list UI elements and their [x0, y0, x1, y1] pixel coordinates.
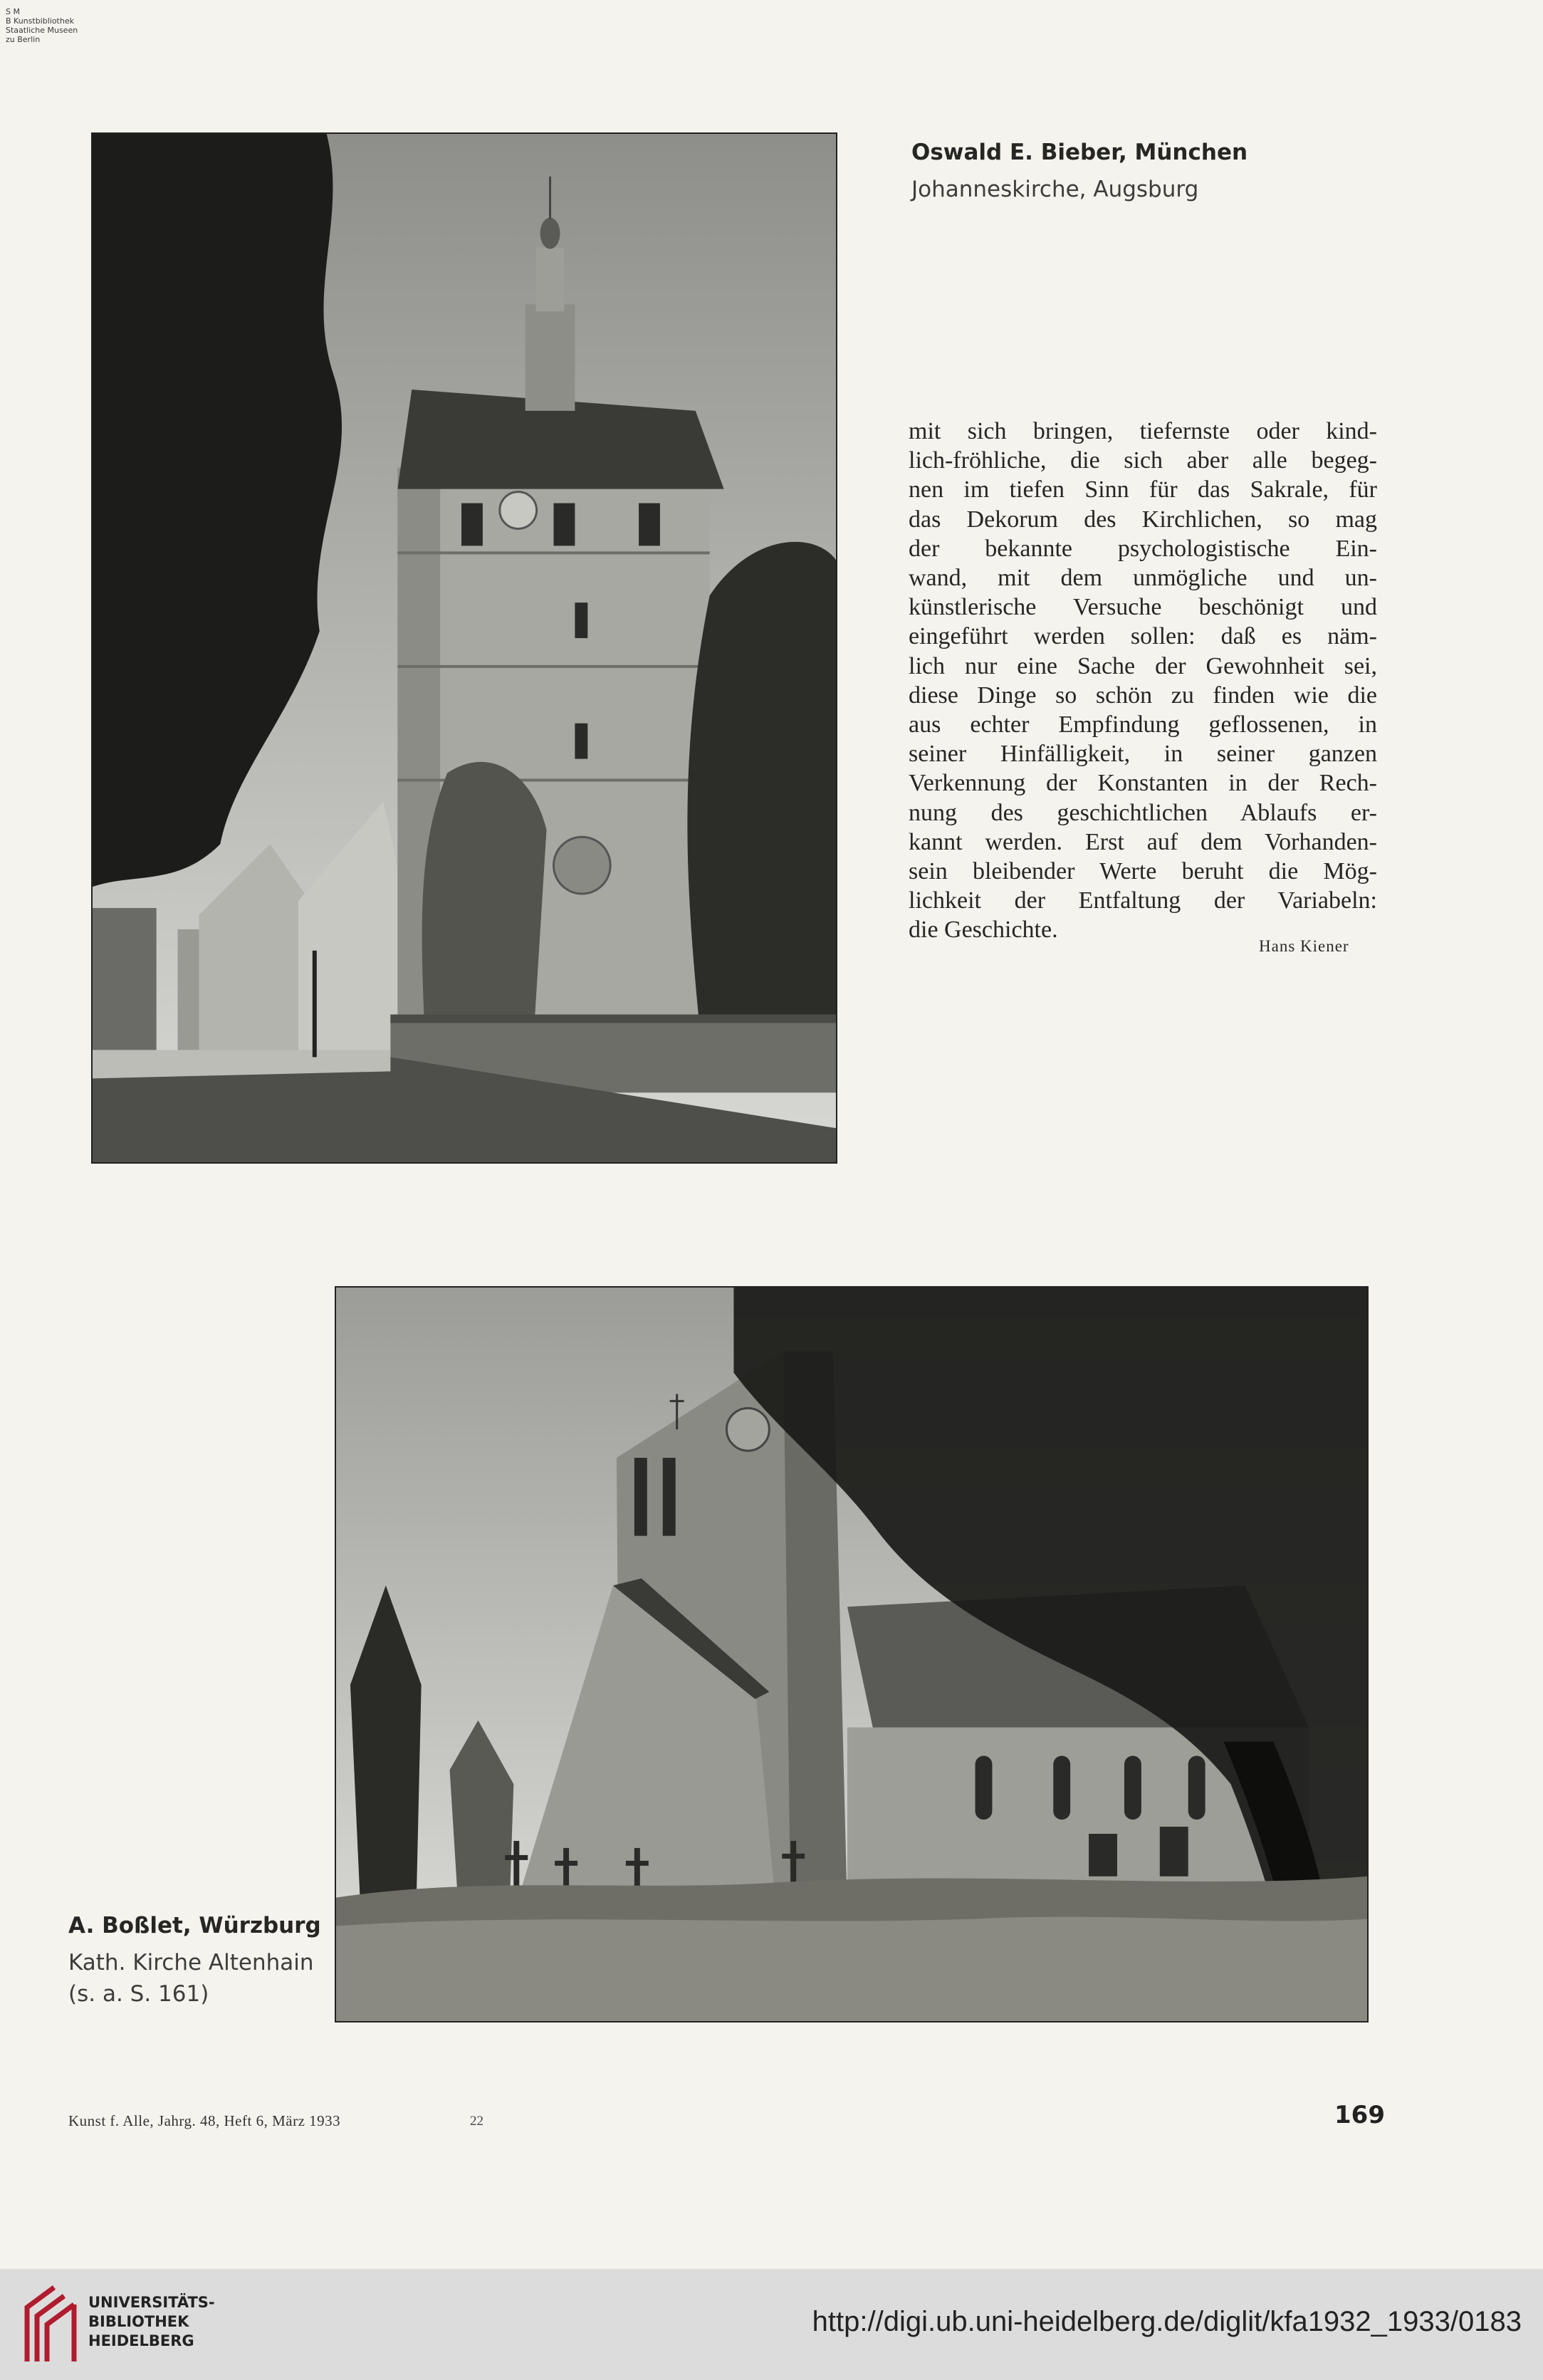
library-name-line: UNIVERSITÄTS- [88, 2294, 215, 2311]
stamp-line: S M [6, 7, 20, 16]
library-name-line: BIBLIOTHEK [88, 2313, 189, 2330]
figure2-reference: (s. a. S. 161) [68, 1981, 209, 2007]
text-line: mit sich bringen, tiefernste oder kind- [909, 418, 1377, 444]
text-line: nen im tiefen Sinn für das Sakrale, für [909, 476, 1377, 503]
text-line: lich-fröhliche, die sich aber alle begeg- [909, 447, 1377, 474]
library-stamp [6, 7, 91, 44]
journal-reference: Kunst f. Alle, Jahrg. 48, Heft 6, März 1933 [68, 2112, 341, 2129]
library-footer-bar [0, 2269, 1543, 2380]
text-line: der bekannte psychologistische Ein- [909, 535, 1377, 562]
figure2-subject [68, 1947, 314, 2010]
stamp-line: Staatliche Museen [6, 26, 78, 35]
library-name-line: HEIDELBERG [88, 2332, 194, 2349]
church-tower-image [93, 134, 836, 1162]
article-author: Hans Kiener [1259, 937, 1349, 955]
figure1-architect: Oswald E. Bieber, München [911, 140, 1248, 165]
stamp-line: B Kunstbibliothek [6, 16, 74, 26]
text-line: kannt werden. Erst auf dem Vorhanden- [909, 828, 1377, 855]
text-line: lichkeit der Entfaltung der Variabeln: [909, 887, 1377, 914]
heidelberg-library-logo-icon [19, 2283, 78, 2366]
stamp-line: zu Berlin [6, 35, 41, 44]
text-line: künstlerische Versuche beschönigt und [909, 594, 1377, 621]
text-line: eingeführt werden sollen: daß es näm- [909, 623, 1377, 650]
text-line: lich nur eine Sache der Gewohnheit sei, [909, 652, 1377, 679]
text-line: das Dekorum des Kirchlichen, so mag [909, 506, 1377, 533]
village-church-image [336, 1288, 1367, 2021]
sheet-number: 22 [470, 2114, 483, 2129]
figure2-architect: A. Boßlet, Würzburg [68, 1913, 321, 1938]
article-text [909, 417, 1377, 945]
text-line: wand, mit dem unmögliche und un- [909, 565, 1377, 592]
page-number: 169 [1334, 2101, 1385, 2129]
library-name [88, 2293, 215, 2351]
text-line: die Geschichte. [909, 917, 1058, 944]
figure2-subject-line: Kath. Kirche Altenhain [68, 1950, 314, 1975]
text-line: sein bleibender Werte beruht die Mög- [909, 858, 1377, 885]
text-line: diese Dinge so schön zu finden wie die [909, 682, 1377, 709]
document-url-link[interactable]: http://digi.ub.uni-heidelberg.de/diglit/kfa1932_1933/0183 [812, 2306, 1522, 2337]
text-line: nung des geschichtlichen Ablaufs er- [909, 799, 1377, 826]
figure1-subject: Johanneskirche, Augsburg [911, 177, 1199, 202]
text-line: aus echter Empfindung geflossenen, in [909, 711, 1377, 738]
text-line: seiner Hinfälligkeit, in seiner ganzen [909, 741, 1377, 768]
church-tower-photo [91, 132, 837, 1164]
text-line: Verkennung der Konstanten in der Rech- [909, 770, 1377, 797]
village-church-photo [335, 1286, 1369, 2023]
